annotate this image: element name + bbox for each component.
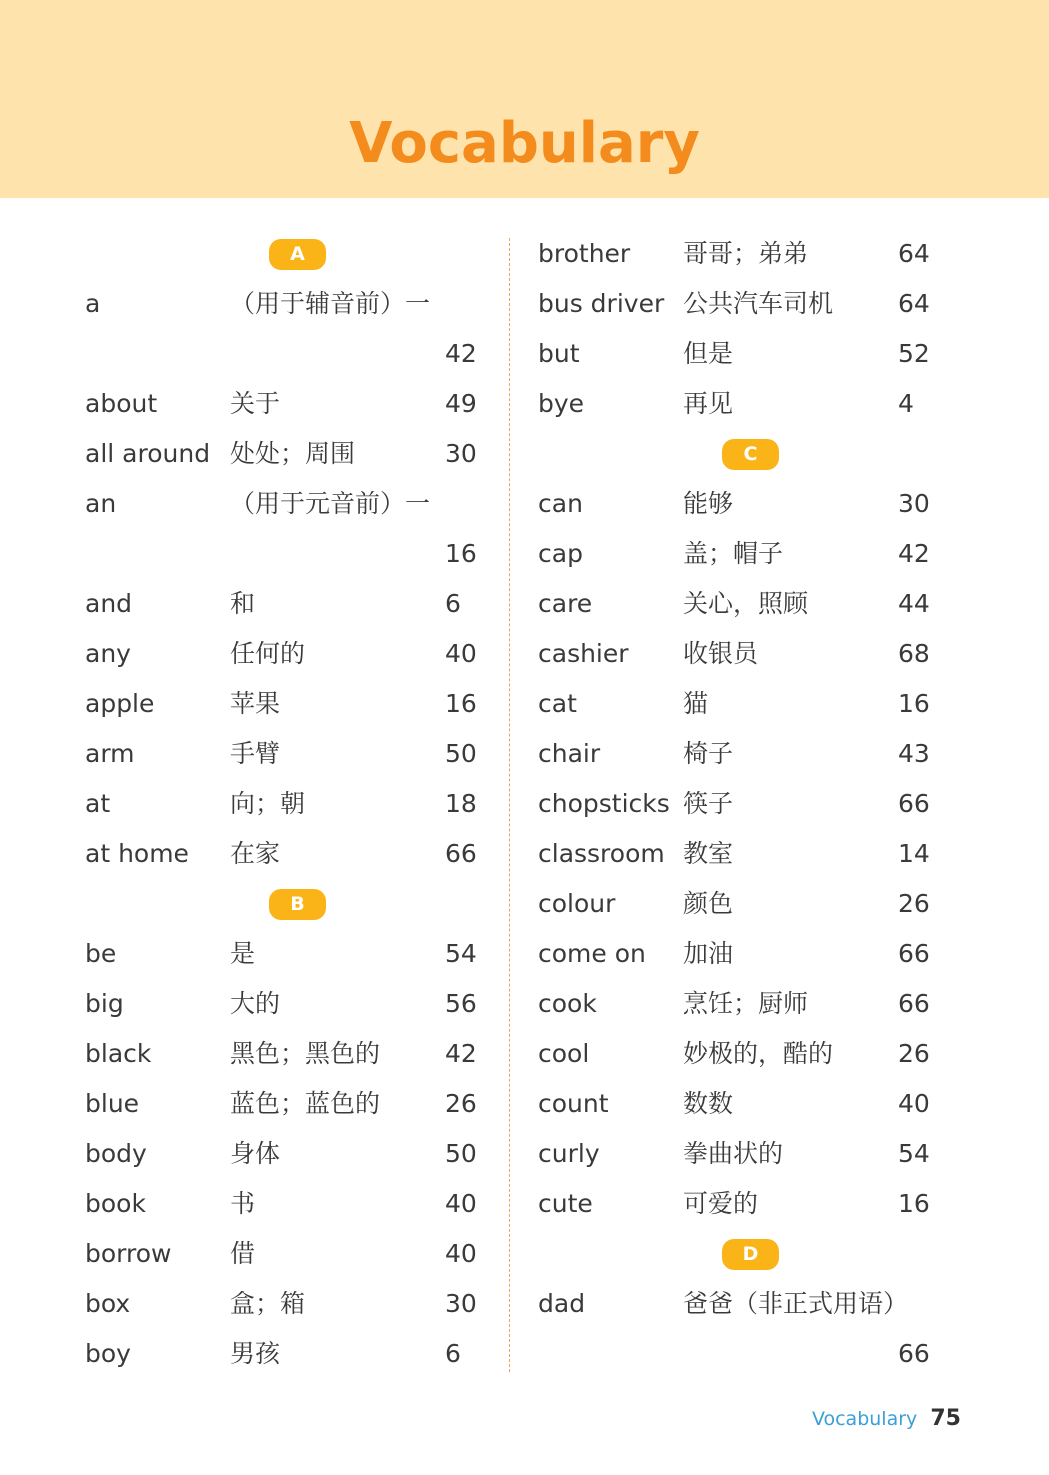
vocab-page-ref: 40: [445, 1239, 477, 1268]
vocab-word: book: [85, 1189, 146, 1218]
vocab-word: cashier: [538, 639, 629, 668]
vocab-entry: [85, 929, 485, 979]
vocab-entry: [538, 279, 958, 329]
vocab-page-ref: 50: [445, 1139, 477, 1168]
vocab-meaning: 处处；周围: [230, 439, 356, 468]
vocab-page-ref: 64: [898, 289, 930, 318]
vocab-page-ref: 30: [445, 439, 477, 468]
vocab-meaning: 数数: [683, 1089, 734, 1118]
letter-badge: D: [722, 1239, 779, 1270]
vocab-entry: [538, 629, 958, 679]
letter-badge: B: [269, 889, 326, 920]
vocab-meaning: 向；朝: [230, 789, 306, 818]
vocab-page-ref: 42: [898, 539, 930, 568]
vocab-word: boy: [85, 1339, 131, 1368]
vocab-page-ref: 40: [898, 1089, 930, 1118]
vocab-meaning: 妙极的，酷的: [683, 1039, 834, 1068]
vocab-entry: [538, 329, 958, 379]
vocab-column-right: [538, 229, 958, 1379]
vocab-entry: [538, 679, 958, 729]
vocab-word: cook: [538, 989, 597, 1018]
vocab-word: dad: [538, 1289, 586, 1318]
letter-heading-row: [538, 1229, 958, 1279]
vocab-meaning: 黑色；黑色的: [230, 1039, 381, 1068]
vocab-page-ref: 26: [445, 1089, 477, 1118]
vocab-meaning: 烹饪；厨师: [683, 989, 809, 1018]
vocab-entry: [538, 1279, 958, 1329]
vocab-word: cute: [538, 1189, 593, 1218]
vocab-meaning: 公共汽车司机: [683, 289, 834, 318]
page-number: 75: [930, 1406, 961, 1431]
vocab-entry: [538, 1029, 958, 1079]
vocab-word: box: [85, 1289, 131, 1318]
vocab-word: an: [85, 489, 117, 518]
vocab-entry: [538, 529, 958, 579]
vocab-entry-continuation: [538, 1329, 958, 1379]
vocab-meaning: （用于元音前）一: [230, 489, 431, 518]
vocab-entry: [538, 379, 958, 429]
vocab-word: cool: [538, 1039, 590, 1068]
vocab-word: bye: [538, 389, 585, 418]
vocab-word: at home: [85, 839, 189, 868]
vocab-page-ref: 42: [445, 339, 477, 368]
vocab-meaning: 苹果: [230, 689, 281, 718]
vocab-meaning: 爸爸（非正式用语）: [683, 1289, 909, 1318]
vocab-entry: [538, 1079, 958, 1129]
vocab-word: about: [85, 389, 158, 418]
vocab-word: chair: [538, 739, 601, 768]
vocab-page-ref: 16: [445, 539, 477, 568]
vocab-word: body: [85, 1139, 147, 1168]
letter-heading-row: [85, 229, 485, 279]
vocab-page-ref: 14: [898, 839, 930, 868]
vocab-entry: [85, 679, 485, 729]
vocab-meaning: 教室: [683, 839, 734, 868]
vocab-meaning: 和: [230, 589, 256, 618]
vocab-meaning: 手臂: [230, 739, 281, 768]
vocab-word: all around: [85, 439, 211, 468]
vocab-entry: [538, 929, 958, 979]
vocab-entry: [85, 379, 485, 429]
vocab-page-ref: 68: [898, 639, 930, 668]
vocab-entry: [85, 779, 485, 829]
vocab-entry: [85, 829, 485, 879]
vocab-entry: [538, 729, 958, 779]
vocab-word: brother: [538, 239, 631, 268]
vocab-meaning: 颜色: [683, 889, 734, 918]
vocab-meaning: 再见: [683, 389, 734, 418]
vocab-meaning: 能够: [683, 489, 734, 518]
vocab-entry: [538, 879, 958, 929]
vocab-word: borrow: [85, 1239, 172, 1268]
vocab-entry: [85, 979, 485, 1029]
vocab-page-ref: 40: [445, 1189, 477, 1218]
vocab-page-ref: 66: [898, 989, 930, 1018]
vocab-entry: [538, 829, 958, 879]
vocab-entry: [85, 1079, 485, 1129]
vocab-page-ref: 42: [445, 1039, 477, 1068]
vocab-word: curly: [538, 1139, 600, 1168]
vocab-word: care: [538, 589, 593, 618]
vocab-page-ref: 16: [445, 689, 477, 718]
vocab-page-ref: 54: [445, 939, 477, 968]
vocab-word: blue: [85, 1089, 140, 1118]
vocab-entry: [85, 579, 485, 629]
vocab-entry: [85, 279, 485, 329]
vocab-meaning: 关心，照顾: [683, 589, 809, 618]
vocab-entry: [85, 629, 485, 679]
vocab-page-ref: 6: [445, 1339, 461, 1368]
vocab-word: bus driver: [538, 289, 665, 318]
vocab-meaning: 在家: [230, 839, 281, 868]
letter-badge: C: [722, 439, 779, 470]
vocab-word: count: [538, 1089, 609, 1118]
vocab-entry: [85, 1279, 485, 1329]
vocab-page-ref: 52: [898, 339, 930, 368]
vocab-meaning: 拳曲状的: [683, 1139, 784, 1168]
vocab-meaning: 但是: [683, 339, 734, 368]
vocab-word: cat: [538, 689, 577, 718]
vocab-entry-continuation: [85, 529, 485, 579]
vocab-meaning: 可爱的: [683, 1189, 759, 1218]
vocab-entry: [85, 479, 485, 529]
vocab-page-ref: 64: [898, 239, 930, 268]
vocab-entry-continuation: [85, 329, 485, 379]
vocab-meaning: 书: [230, 1189, 256, 1218]
vocab-entry: [85, 1029, 485, 1079]
vocab-page-ref: 30: [445, 1289, 477, 1318]
vocab-word: and: [85, 589, 133, 618]
vocab-entry: [85, 1329, 485, 1379]
vocab-entry: [538, 229, 958, 279]
vocab-meaning: 身体: [230, 1139, 281, 1168]
vocab-page-ref: 66: [445, 839, 477, 868]
vocab-word: colour: [538, 889, 616, 918]
vocab-meaning: 是: [230, 939, 256, 968]
vocab-meaning: 大的: [230, 989, 281, 1018]
vocab-page-ref: 49: [445, 389, 477, 418]
vocab-meaning: 加油: [683, 939, 734, 968]
vocab-entry: [85, 729, 485, 779]
vocab-meaning: 借: [230, 1239, 256, 1268]
vocab-word: big: [85, 989, 124, 1018]
vocab-word: come on: [538, 939, 646, 968]
vocab-entry: [85, 1229, 485, 1279]
vocab-entry: [538, 1129, 958, 1179]
vocab-word: arm: [85, 739, 135, 768]
vocab-word: a: [85, 289, 101, 318]
vocab-word: but: [538, 339, 580, 368]
vocab-meaning: 男孩: [230, 1339, 281, 1368]
vocab-page-ref: 66: [898, 1339, 930, 1368]
vocab-meaning: 蓝色；蓝色的: [230, 1089, 381, 1118]
vocab-entry: [538, 1179, 958, 1229]
vocab-entry: [85, 1179, 485, 1229]
vocab-page-ref: 26: [898, 1039, 930, 1068]
page-title: Vocabulary: [349, 111, 700, 176]
vocab-page-ref: 66: [898, 939, 930, 968]
vocab-entry: [538, 979, 958, 1029]
vocab-word: at: [85, 789, 111, 818]
vocab-entry: [538, 779, 958, 829]
vocab-meaning: （用于辅音前）一: [230, 289, 431, 318]
vocab-word: chopsticks: [538, 789, 670, 818]
letter-heading-row: [538, 429, 958, 479]
vocab-meaning: 盖；帽子: [683, 539, 784, 568]
vocab-page-ref: 50: [445, 739, 477, 768]
letter-heading-row: [85, 879, 485, 929]
vocab-page-ref: 16: [898, 1189, 930, 1218]
vocab-page-ref: 4: [898, 389, 914, 418]
vocab-page-ref: 66: [898, 789, 930, 818]
vocab-meaning: 椅子: [683, 739, 734, 768]
vocab-meaning: 筷子: [683, 789, 734, 818]
vocab-meaning: 盒；箱: [230, 1289, 306, 1318]
vocab-word: be: [85, 939, 117, 968]
vocab-page-ref: 30: [898, 489, 930, 518]
vocab-entry: [538, 579, 958, 629]
vocab-page-ref: 43: [898, 739, 930, 768]
vocab-entry: [538, 479, 958, 529]
vocab-word: apple: [85, 689, 155, 718]
vocab-word: can: [538, 489, 583, 518]
vocab-meaning: 猫: [683, 689, 709, 718]
vocab-page-ref: 18: [445, 789, 477, 818]
letter-badge: A: [269, 239, 326, 270]
vocab-page-ref: 44: [898, 589, 930, 618]
vocab-page-ref: 26: [898, 889, 930, 918]
vocab-word: cap: [538, 539, 583, 568]
page-footer: [812, 1401, 961, 1437]
vocab-column-left: [85, 229, 485, 1379]
vocab-entry: [85, 429, 485, 479]
column-divider: [509, 238, 510, 1372]
vocab-word: any: [85, 639, 131, 668]
vocab-word: black: [85, 1039, 152, 1068]
vocab-page-ref: 54: [898, 1139, 930, 1168]
vocab-meaning: 哥哥；弟弟: [683, 239, 809, 268]
vocab-page-ref: 16: [898, 689, 930, 718]
vocab-meaning: 收银员: [683, 639, 759, 668]
vocab-entry: [85, 1129, 485, 1179]
footer-label: Vocabulary: [811, 1408, 918, 1430]
vocab-page-ref: 40: [445, 639, 477, 668]
vocab-word: classroom: [538, 839, 665, 868]
vocab-page-ref: 56: [445, 989, 477, 1018]
vocab-page-ref: 6: [445, 589, 461, 618]
vocab-meaning: 关于: [230, 389, 281, 418]
vocab-meaning: 任何的: [230, 639, 306, 668]
